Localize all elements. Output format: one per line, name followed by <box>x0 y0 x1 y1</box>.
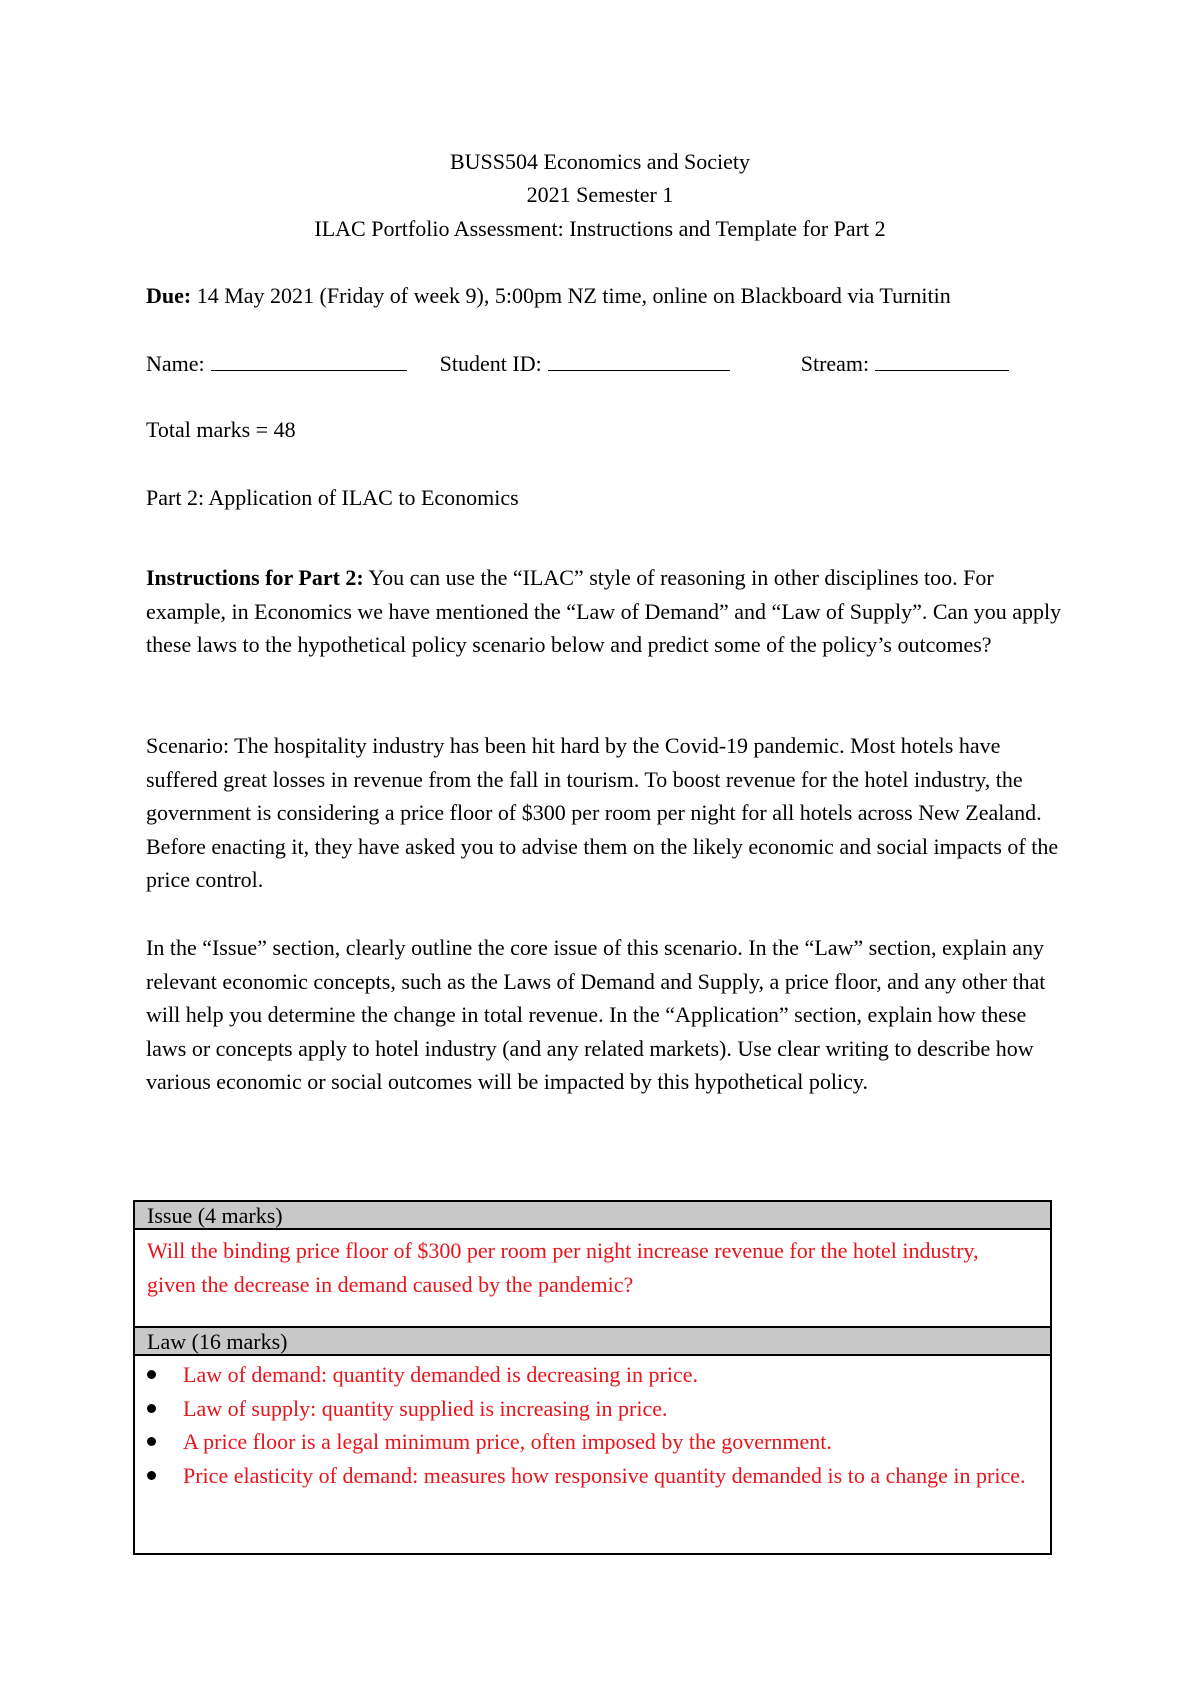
law-list-item <box>135 1358 1050 1392</box>
total-marks: Total marks = 48 <box>146 417 296 442</box>
law-list[interactable] <box>135 1358 1050 1492</box>
law-list-item <box>135 1459 1050 1493</box>
bullet-icon <box>147 1404 156 1413</box>
sections-paragraph: In the “Issue” section, clearly outline the core issue of this scenario. In the “Law” section, explain any relevant economic concepts, such as the Laws of Demand and Supply, a price floor, and any other that will help you determine the change in total revenue. In the “Application” section, explain how these laws or concepts apply to hotel industry (and any related markets). Use clear writing to describe how various economic or social outcomes will be impacted by this hypothetical policy. <box>146 935 1046 1095</box>
assessment-title: ILAC Portfolio Assessment: Instructions and Template for Part 2 <box>314 216 886 241</box>
law-list-item <box>135 1392 1050 1426</box>
student-fields-row <box>146 348 1066 379</box>
part-title: Part 2: Application of ILAC to Economics <box>146 485 519 510</box>
law-item-text: A price floor is a legal minimum price, often imposed by the government. <box>183 1429 832 1455</box>
instructions-text: You can use the “ILAC” style of reasoning in other disciplines too. For example, in Economics we have mentioned the “Law of Demand” and “Law of Supply”. Can you apply these laws to the hypothetical policy scenario below and predict some of the policy’s outcomes? <box>146 565 1062 658</box>
law-item-text: Price elasticity of demand: measures how responsive quantity demanded is to a change in price. <box>183 1462 1026 1488</box>
issue-answer[interactable]: Will the binding price floor of $300 per room per night increase revenue for the hotel industry, given the decrease in demand caused by the pandemic? <box>147 1238 979 1297</box>
law-header: Law (16 marks) <box>135 1328 1050 1356</box>
instructions-paragraph <box>146 561 1066 662</box>
stream-field[interactable] <box>801 351 1009 376</box>
semester-line: 2021 Semester 1 <box>526 182 674 207</box>
bullet-icon <box>147 1437 156 1446</box>
ilac-table <box>133 1200 1052 1555</box>
bullet-icon <box>147 1370 156 1379</box>
issue-header: Issue (4 marks) <box>135 1202 1050 1230</box>
bullet-icon <box>147 1471 156 1480</box>
instructions-label: Instructions for Part 2: <box>146 565 364 590</box>
law-item-text: Law of supply: quantity supplied is increasing in price. <box>183 1395 668 1421</box>
due-text: 14 May 2021 (Friday of week 9), 5:00pm NZ time, online on Blackboard via Turnitin <box>196 283 951 308</box>
name-blank[interactable] <box>211 348 407 371</box>
law-list-item <box>135 1425 1050 1459</box>
student-id-field[interactable] <box>440 351 736 376</box>
stream-label: Stream: <box>800 351 870 376</box>
course-title: BUSS504 Economics and Society <box>449 149 751 174</box>
due-line <box>146 281 951 311</box>
scenario-paragraph: Scenario: The hospitality industry has been hit hard by the Covid-19 pandemic. Most hotels have suffered great losses in revenue from the fall in tourism. To boost revenue for the hotel industry, the government is considering a price floor of $300 per room per night for all hotels across New Zealand. Before enacting it, they have asked you to advise them on the likely economic and social impacts of the price control. <box>146 733 1059 893</box>
stream-blank[interactable] <box>875 348 1009 371</box>
law-item-text: Law of demand: quantity demanded is decreasing in price. <box>183 1362 698 1387</box>
student-id-blank[interactable] <box>548 348 730 371</box>
name-label: Name: <box>146 351 205 376</box>
student-id-label: Student ID: <box>439 351 542 376</box>
due-label: Due: <box>146 283 192 308</box>
name-field[interactable] <box>146 351 412 376</box>
